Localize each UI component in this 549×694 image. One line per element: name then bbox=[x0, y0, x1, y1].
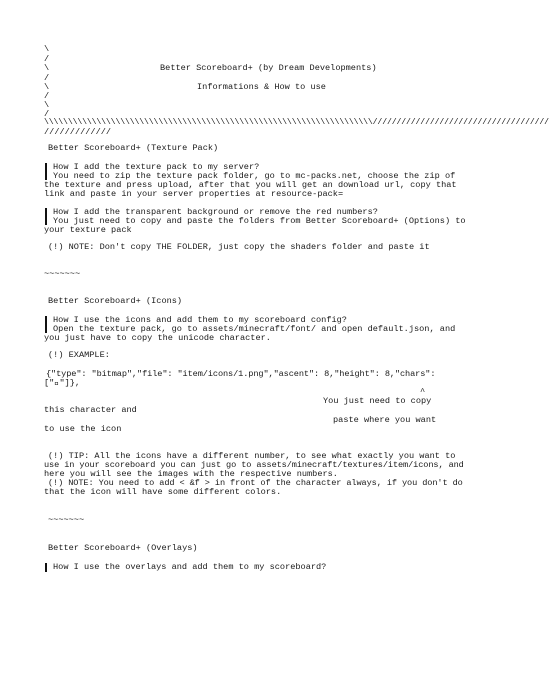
caret-note: this character and bbox=[44, 405, 137, 415]
section-separator: ~~~~~~~ bbox=[44, 269, 81, 279]
question-text: How I add the texture pack to my server? bbox=[53, 162, 260, 172]
note-text: (!) NOTE: You need to add < &f > in front of the character always, if you don't do bbox=[48, 478, 463, 488]
example-code: [" "]}, bbox=[44, 378, 81, 388]
question-text: How I use the overlays and add them to my scoreboard? bbox=[53, 562, 327, 572]
ascii-art-line: / bbox=[44, 73, 50, 83]
ascii-art-line: / bbox=[44, 91, 50, 101]
section-heading-overlays: Better Scoreboard+ (Overlays) bbox=[48, 543, 198, 553]
section-heading-icons: Better Scoreboard+ (Icons) bbox=[48, 296, 183, 306]
question-marker bbox=[45, 208, 47, 225]
document-title: Better Scoreboard+ (by Dream Developments) bbox=[160, 63, 377, 73]
note-text: (!) NOTE: Don't copy THE FOLDER, just copy the shaders folder and paste it bbox=[48, 242, 430, 252]
answer-text: link and paste in your server properties at resource-pack= bbox=[44, 189, 344, 199]
answer-text: You need to zip the texture pack folder, go to mc-packs.net, choose the zip of bbox=[53, 171, 456, 181]
note-text: that the icon will have some different colors. bbox=[44, 487, 282, 497]
ascii-art-line: / bbox=[44, 54, 50, 64]
header-divider: \\\\\\\\\\\\\\\\\\\\\\\\\\\\\\\\\\\\\\\\\\\\\\\\\\\\\\\\\\\\\\\\\\\\\///////////////////////////////////// bbox=[44, 118, 549, 127]
caret-pointer: ^ bbox=[420, 387, 426, 397]
question-marker bbox=[45, 563, 47, 572]
caret-note: to use the icon bbox=[44, 424, 122, 434]
answer-text: the texture and press upload, after that you will get an download url, copy that bbox=[44, 180, 457, 190]
question-marker bbox=[45, 163, 47, 180]
answer-text: you just have to copy the unicode character. bbox=[44, 333, 271, 343]
header-divider: ///////////// bbox=[44, 127, 112, 137]
ascii-art-line: \ bbox=[44, 44, 50, 54]
question-text: How I use the icons and add them to my scoreboard config? bbox=[53, 315, 347, 325]
question-marker bbox=[45, 316, 47, 333]
document-subtitle: Informations & How to use bbox=[197, 82, 326, 92]
ascii-art-line: / bbox=[44, 109, 50, 119]
ascii-art-line: \ bbox=[44, 82, 50, 92]
tip-text: use in your scoreboard you can just go to assets/minecraft/textures/item/icons, and bbox=[44, 460, 464, 470]
question-text: How I add the transparent background or remove the red numbers? bbox=[53, 207, 378, 217]
answer-text: You just need to copy and paste the folders from Better Scoreboard+ (Options) to bbox=[53, 216, 466, 226]
answer-text: Open the texture pack, go to assets/minecraft/font/ and open default.json, and bbox=[53, 324, 456, 334]
answer-text: your texture pack bbox=[44, 225, 132, 235]
caret-note: paste where you want bbox=[333, 415, 437, 425]
ascii-art-line: \ bbox=[44, 100, 50, 110]
section-separator: ~~~~~~~ bbox=[48, 515, 85, 525]
section-heading-texture-pack: Better Scoreboard+ (Texture Pack) bbox=[48, 143, 219, 153]
ascii-art-line: \ bbox=[44, 63, 50, 73]
tip-text: (!) TIP: All the icons have a different number, to see what exactly you want to bbox=[48, 451, 456, 461]
example-code: {"type": "bitmap","file": "item/icons/1.png","ascent": 8,"height": 8,"chars": bbox=[46, 369, 436, 379]
tip-text: here you will see the images with the respective numbers. bbox=[44, 469, 338, 479]
caret-note: You just need to copy bbox=[323, 396, 432, 406]
example-label: (!) EXAMPLE: bbox=[48, 350, 110, 360]
